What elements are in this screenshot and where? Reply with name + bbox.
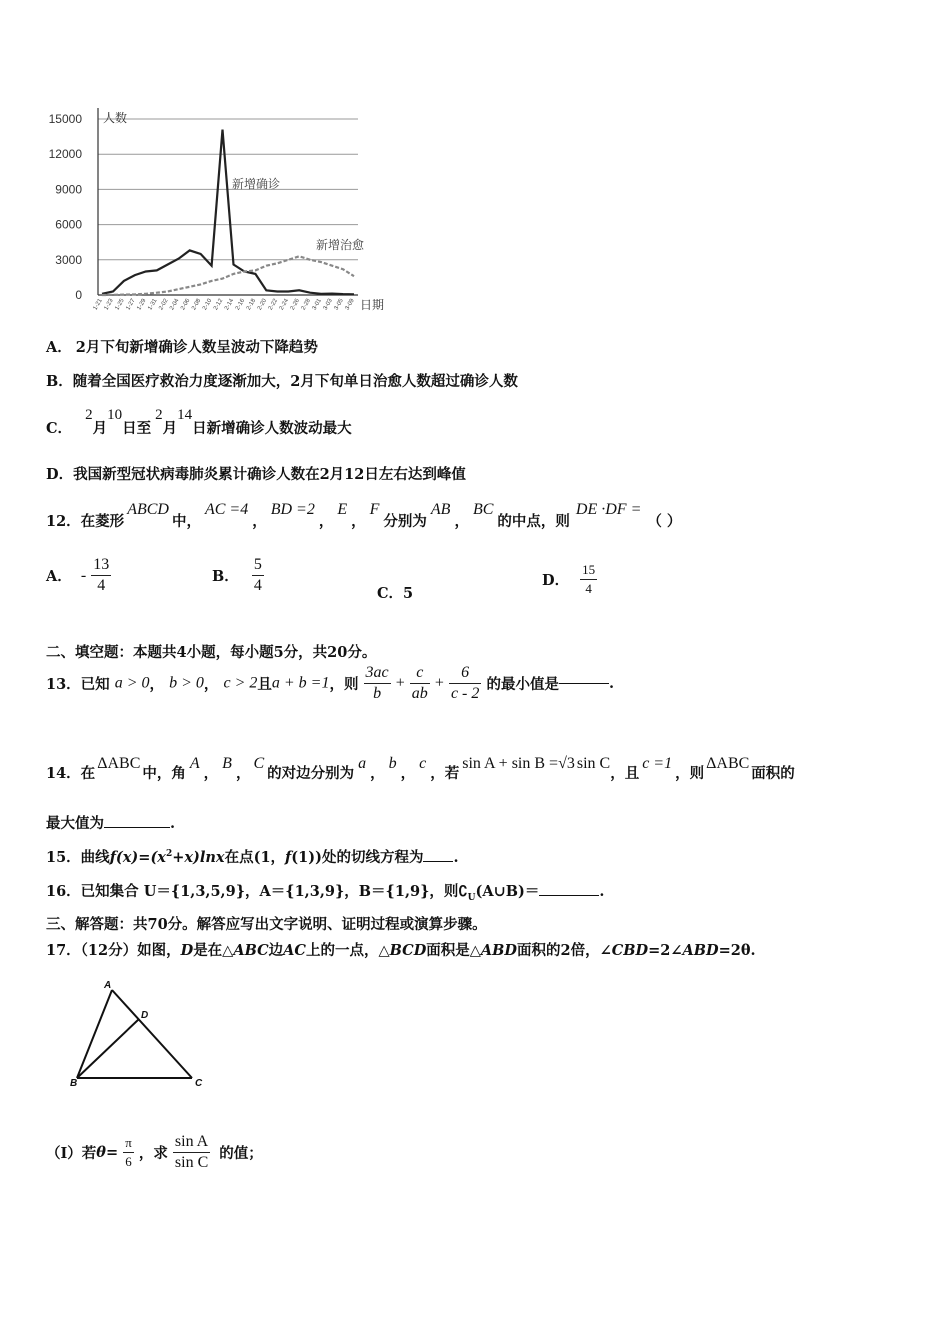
q11-option-d: D．我国新型冠状病毒肺炎累计确诊人数在2月12日左右达到峰值	[46, 466, 466, 483]
series-label-new-confirmed: 新增确诊	[232, 177, 281, 191]
q14-line2: 最大值为 .	[46, 815, 176, 832]
chart-yticks	[49, 112, 83, 302]
y-tick-label: 6000	[55, 217, 82, 232]
x-tick-label: 2-16	[234, 298, 247, 312]
x-tick-label: 2-14	[224, 298, 236, 312]
x-tick-label: 1-29	[136, 298, 148, 312]
x-tick-label: 1-27	[125, 298, 137, 312]
q16-answer-blank[interactable]	[539, 895, 599, 896]
q14-stem: 14．在ΔABC中，角A，B，C的对边分别为a，b，c，若sin A + sin B =√3 sin C，且c =1，则ΔABC面积的	[46, 755, 795, 782]
series-line-new-cured	[102, 256, 354, 295]
x-axis-label: 日期	[360, 298, 385, 312]
x-tick-label: 2-08	[191, 298, 203, 312]
q11-option-a: A． 2月下旬新增确诊人数呈波动下降趋势	[46, 339, 318, 356]
y-tick-label: 15000	[48, 112, 82, 126]
q12-option-b: B． $\frac{5}{4}$	[212, 556, 262, 594]
chart-xticks	[93, 297, 357, 311]
vertex-label-d: D	[141, 1010, 149, 1021]
x-tick-label: 2-02	[158, 298, 170, 312]
x-tick-label: 3-05	[333, 298, 345, 312]
q12-option-d: D． $\frac{15}{4}$	[542, 562, 596, 596]
x-tick-label: 1-21	[92, 298, 104, 312]
vertex-label-c: C	[195, 1078, 203, 1089]
x-tick-label: 2-22	[267, 298, 280, 312]
triangle-figure	[50, 978, 230, 1098]
x-tick-label: 1-23	[103, 298, 115, 312]
q13-answer-blank[interactable]	[559, 683, 609, 684]
q12-stem: 12．在菱形ABCD中，AC =4，BD =2，E，F分别为AB，BC的中点，则DE ·DF =（ ）	[46, 501, 682, 530]
segment-bd	[77, 1019, 139, 1078]
x-tick-label: 3-03	[322, 298, 334, 312]
x-tick-label: 2-12	[213, 298, 225, 312]
y-tick-label: 0	[75, 288, 82, 302]
vertex-label-b: B	[70, 1078, 78, 1089]
edge-ab	[77, 990, 112, 1078]
x-tick-label: 3-09	[344, 298, 356, 312]
y-tick-label: 12000	[48, 147, 82, 162]
y-axis-label: 人数	[103, 111, 128, 125]
q13-stem: 13．已知 a > 0， b > 0， c > 2且a + b =1，则 $\frac{3ac}{b}$ + $\frac{c}{ab}$ + $\frac{6}{c - 2}$ 的最小值是 .	[46, 664, 615, 702]
q17-part1: （Ⅰ）若θ= $\frac{\pi}{6}$ ，求 $\frac{\text{sin A}}{\text{sin C}}$ 的值；	[46, 1133, 263, 1171]
x-tick-label: 2-24	[278, 298, 290, 312]
y-tick-label: 9000	[55, 182, 82, 197]
q16-stem: 16．已知集合 U＝{1,3,5,9}，A＝{1,3,9}，B＝{1,9}，则$∁_U(A\cup B)=$ .	[46, 883, 605, 903]
x-tick-label: 2-04	[169, 298, 181, 312]
x-tick-label: 1-31	[147, 298, 159, 312]
series-label-new-cured: 新增治愈	[316, 238, 365, 252]
q15-stem: 15．曲线$f(x)=(x^2+x)\ln x$在点(1，f(1))处的切线方程为 .	[46, 849, 459, 866]
section3-heading: 三、解答题：共70分。解答应写出文字说明、证明过程或演算步骤。	[46, 916, 487, 933]
vertex-label-a: A	[104, 980, 112, 991]
q17-stem: 17．（12分）如图，D是在△ABC边AC上的一点，△BCD面积是△ABD面积的2倍，∠CBD=2∠ABD=2θ.	[46, 942, 756, 959]
epidemic-line-chart	[40, 100, 400, 315]
x-tick-label: 2-06	[180, 298, 192, 312]
section2-heading: 二、填空题：本题共4小题，每小题5分，共20分。	[46, 644, 377, 661]
x-tick-label: 2-28	[300, 298, 312, 312]
x-tick-label: 2-20	[256, 298, 269, 312]
q12-option-a: A． - $\frac{13}{4}$	[46, 556, 110, 594]
q14-answer-blank[interactable]	[104, 827, 170, 828]
q15-answer-blank[interactable]	[423, 861, 453, 862]
y-tick-label: 3000	[55, 252, 82, 267]
q11-option-b: B．随着全国医疗救治力度逐渐加大，2月下旬单日治愈人数超过确诊人数	[46, 373, 518, 390]
q11-option-c: C． 2月10日至2月14日新增确诊人数波动最大	[46, 407, 352, 437]
q12-option-c: C．5	[377, 585, 414, 602]
x-tick-label: 2-10	[202, 298, 214, 312]
x-tick-label: 3-01	[311, 298, 323, 312]
x-tick-label: 1-25	[114, 298, 126, 312]
x-tick-label: 2-26	[289, 298, 301, 312]
x-tick-label: 2-18	[245, 298, 258, 312]
